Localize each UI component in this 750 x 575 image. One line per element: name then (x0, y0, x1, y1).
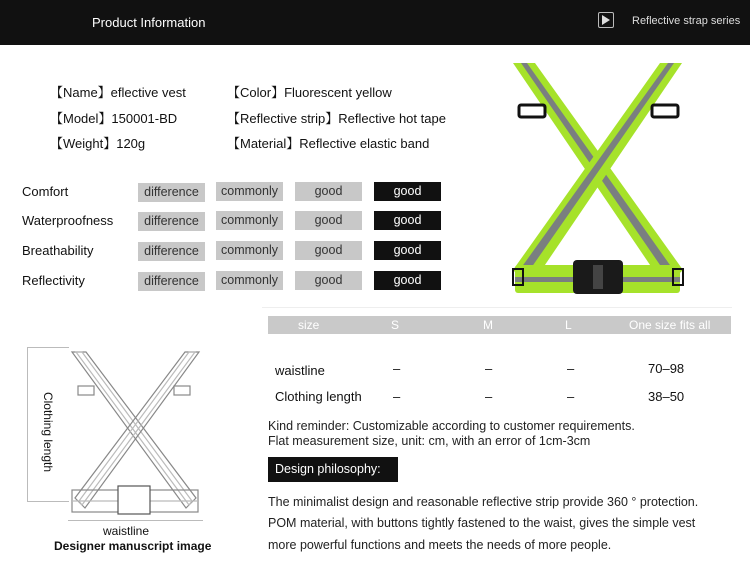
size-header-l: L (565, 318, 572, 332)
sketch-caption: Designer manuscript image (54, 539, 212, 553)
spec-color: 【Color】Fluorescent yellow (227, 85, 392, 100)
rating-label-comfort: Comfort (22, 184, 69, 199)
rating-cell: good (295, 271, 362, 290)
length-measure-line (27, 347, 28, 502)
rating-cell: good (295, 182, 362, 201)
rating-cell: difference (138, 183, 205, 202)
spec-name: 【Name】eflective vest (50, 85, 186, 100)
rating-cell-selected: good (374, 211, 441, 230)
size-cell: – (567, 361, 575, 376)
rating-cell-selected: good (374, 182, 441, 201)
play-icon[interactable] (598, 12, 614, 28)
size-cell: – (567, 389, 575, 404)
size-cell: 70–98 (648, 361, 685, 376)
spec-strip: 【Reflective strip】Reflective hot tape (227, 111, 446, 126)
size-header-all: One size fits all (629, 318, 711, 332)
spec-material: 【Material】Reflective elastic band (227, 136, 430, 151)
rating-cell: difference (138, 272, 205, 291)
vest-sketch (68, 348, 203, 520)
size-cell: – (393, 389, 401, 404)
rating-cell: good (295, 241, 362, 260)
waistline-label: waistline (103, 524, 150, 538)
philosophy-line: The minimalist design and reasonable reflective strip provide 360 ° protection. (268, 495, 699, 509)
rating-label-breathability: Breathability (22, 243, 94, 258)
size-cell: – (393, 361, 401, 376)
size-cell: – (485, 389, 493, 404)
philosophy-line: POM material, with buttons tightly fastened to the waist, gives the simple vest (268, 516, 696, 530)
rating-cell: commonly (216, 241, 283, 260)
rating-label-waterproofness: Waterproofness (22, 213, 114, 228)
size-header-m: M (483, 318, 493, 332)
rating-cell: commonly (216, 271, 283, 290)
page-title: Product Information (92, 15, 206, 30)
rating-cell: difference (138, 242, 205, 261)
section-divider (262, 307, 732, 308)
measurement-note: Flat measurement size, unit: cm, with an error of 1cm-3cm (268, 434, 591, 448)
rating-cell-selected: good (374, 241, 441, 260)
vest-photo (505, 55, 690, 300)
size-row-label: waistline (275, 363, 325, 378)
rating-cell: commonly (216, 211, 283, 230)
kind-reminder: Kind reminder: Customizable according to customer requirements. (268, 419, 635, 433)
rating-cell: good (295, 211, 362, 230)
clothing-length-label: Clothing length (41, 391, 55, 473)
series-label: Reflective strap series (632, 15, 741, 27)
size-header-s: S (391, 318, 400, 332)
rating-cell: difference (138, 212, 205, 231)
philosophy-heading: Design philosophy: (268, 457, 398, 482)
size-cell: – (485, 361, 493, 376)
size-header: size (298, 318, 320, 332)
size-row-label: Clothing length (275, 389, 362, 404)
spec-model: 【Model】150001-BD (50, 111, 178, 126)
waist-measure-line (68, 520, 203, 521)
header-bar (0, 0, 750, 45)
size-cell: 38–50 (648, 389, 685, 404)
size-table-header (268, 316, 731, 334)
philosophy-line: more powerful functions and meets the needs of more people. (268, 538, 612, 552)
length-measure-top (27, 347, 69, 348)
rating-cell-selected: good (374, 271, 441, 290)
rating-cell: commonly (216, 182, 283, 201)
length-measure-bottom (27, 501, 69, 502)
rating-label-reflectivity: Reflectivity (22, 273, 85, 288)
spec-weight: 【Weight】120g (50, 136, 146, 151)
